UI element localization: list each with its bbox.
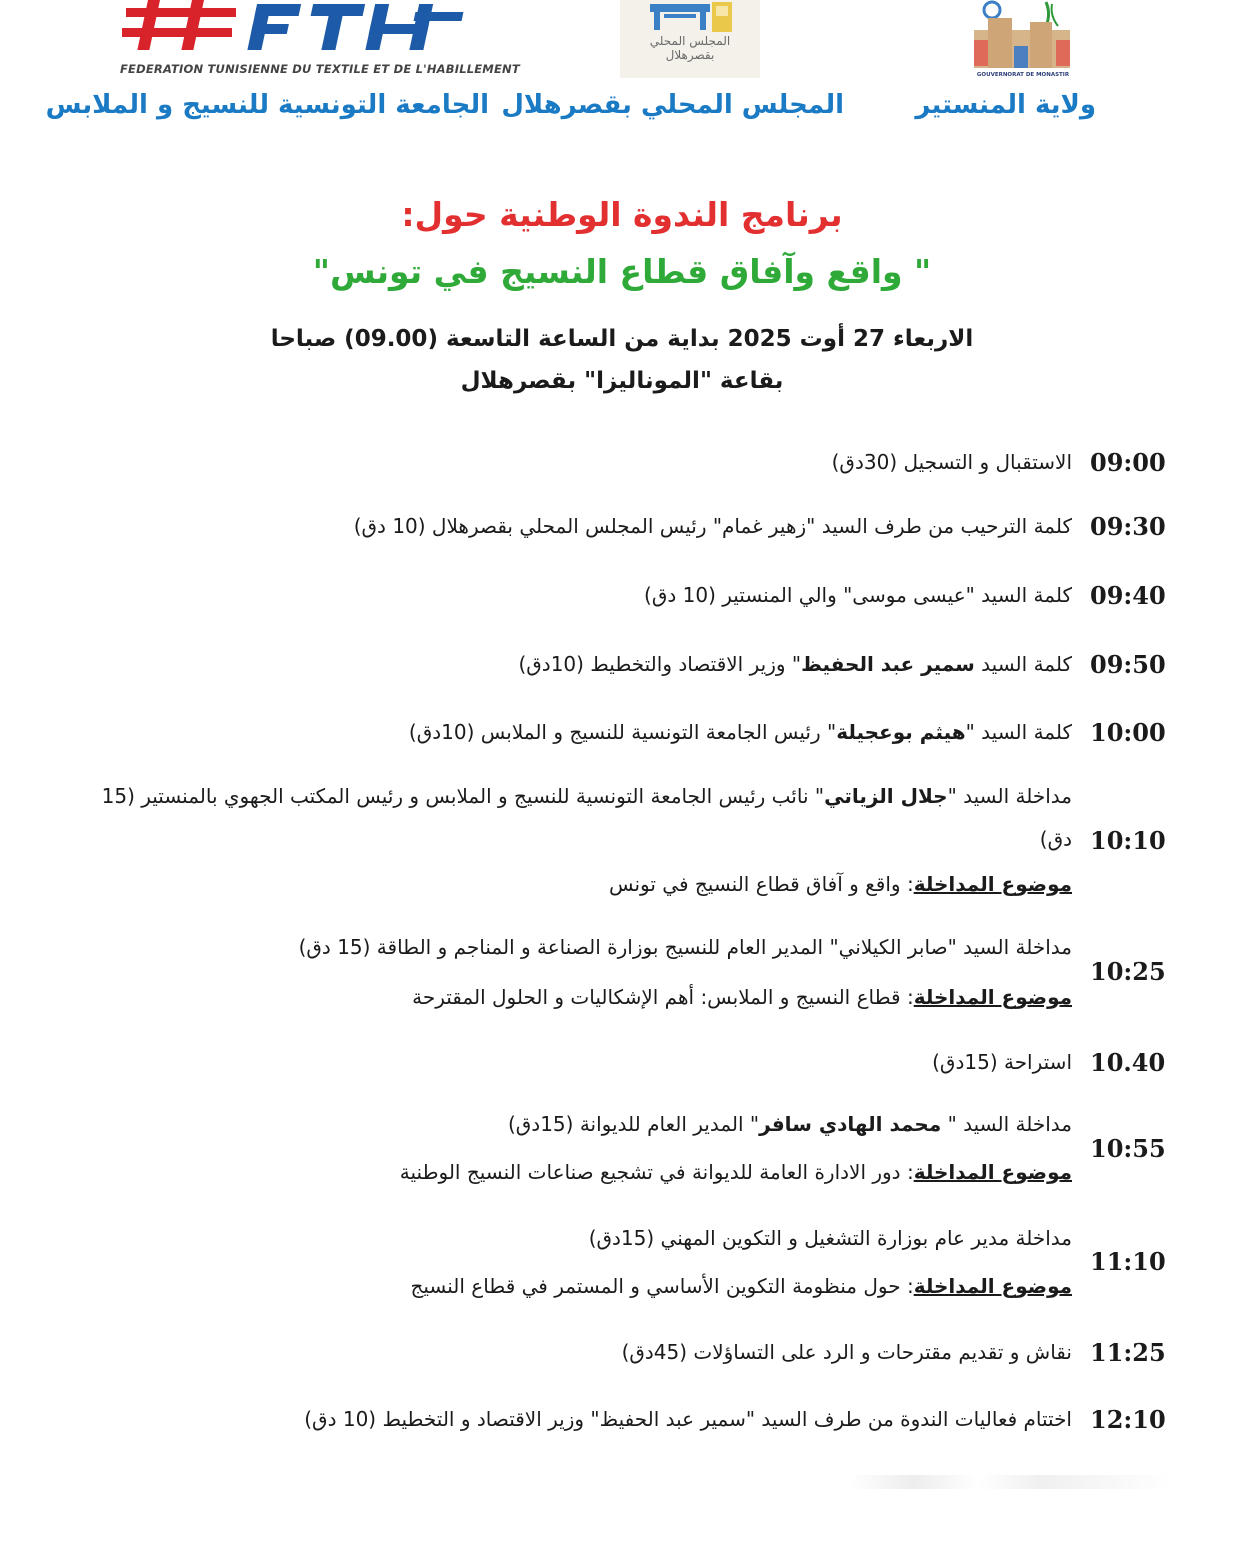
agenda-topic <box>412 985 1072 1009</box>
agenda-time: 10:55 <box>1090 1134 1166 1163</box>
agenda-time: 10:10 <box>1090 826 1166 855</box>
topic-text: : قطاع النسيج و الملابس: أهم الإشكاليات و الحلول المقترحة <box>412 985 914 1009</box>
ftth-caption: FEDERATION TUNISIENNE DU TEXTILE ET DE L'HABILLEMENT <box>120 62 520 76</box>
agenda-text-pre: مداخلة السيد " <box>941 1112 1072 1136</box>
governorate-caption: GOUVERNORAT DE MONASTIR <box>976 72 1070 78</box>
agenda-time: 09:30 <box>1090 512 1166 541</box>
agenda-text-post: " نائب رئيس الجامعة التونسية للنسيج و الملابس و رئيس المكتب الجهوي بالمنستير (15 دق) <box>101 784 1072 851</box>
topic-label: موضوع المداخلة <box>913 985 1072 1009</box>
speaker-name: جلال الزياتي <box>824 784 948 808</box>
agenda-item: استراحة (15دق) <box>932 1050 1072 1074</box>
scan-smudge <box>850 1475 1170 1489</box>
council-logo-line2: بقصرهلال <box>665 48 715 62</box>
governorate-name: ولاية المنستير <box>915 90 1096 120</box>
federation-name: الجامعة التونسية للنسيج و الملابس <box>45 90 489 120</box>
program-title: برنامج الندوة الوطنية حول: <box>401 195 843 234</box>
ftth-letters-blue <box>247 4 463 50</box>
agenda-time: 10:00 <box>1090 718 1166 747</box>
topic-text: : دور الادارة العامة للديوانة في تشجيع صناعات النسيج الوطنية <box>399 1160 914 1184</box>
agenda-item <box>508 1112 1072 1136</box>
topic-text: : واقع و آفاق قطاع النسيج في تونس <box>608 872 914 896</box>
agenda-item: كلمة السيد "عيسى موسى" والي المنستير (10 دق) <box>644 583 1072 607</box>
council-building-icon <box>620 0 760 34</box>
agenda-item: مداخلة السيد "صابر الكيلاني" المدير العام للنسيج بوزارة الصناعة و المناجم و الطاقة (15 دق) <box>298 935 1072 959</box>
agenda-text-post: " رئيس الجامعة التونسية للنسيج و الملابس (10دق) <box>408 720 837 744</box>
governorate-logo <box>968 0 1078 80</box>
agenda-topic <box>609 872 1072 896</box>
agenda-text-pre: مداخلة السيد " <box>947 784 1072 808</box>
speaker-name: هيثم بوعجيلة <box>836 720 966 744</box>
speaker-name: سمير عبد الحفيظ <box>801 652 975 676</box>
local-council-logo <box>620 0 760 78</box>
agenda-item: اختتام فعاليات الندوة من طرف السيد "سمير عبد الحفيظ" وزير الاقتصاد و التخطيط (10 دق) <box>304 1407 1072 1431</box>
council-name: المجلس المحلي بقصرهلال <box>501 90 844 120</box>
fortress-icon <box>968 0 1078 72</box>
agenda-text-post: " وزير الاقتصاد والتخطيط (10دق) <box>518 652 802 676</box>
agenda-text-pre: كلمة السيد " <box>965 720 1072 744</box>
agenda-item <box>518 652 1072 676</box>
agenda-time: 10:25 <box>1090 957 1166 986</box>
agenda-time: 11:10 <box>1090 1247 1166 1276</box>
council-logo-line1: المجلس المحلي <box>649 34 731 48</box>
agenda-time: 10.40 <box>1090 1048 1166 1077</box>
event-date: الاربعاء 27 أوت 2025 بداية من الساعة التاسعة (09.00) صباحا <box>270 326 974 352</box>
agenda-item: الاستقبال و التسجيل (30دق) <box>831 450 1072 474</box>
topic-label: موضوع المداخلة <box>913 1160 1072 1184</box>
agenda-item: مداخلة مدير عام بوزارة التشغيل و التكوين المهني (15دق) <box>588 1226 1072 1250</box>
seminar-theme: " واقع وآفاق قطاع النسيج في تونس" <box>312 252 932 291</box>
speaker-name: محمد الهادي سافر <box>759 1112 942 1136</box>
agenda-text-post: " المدير العام للديوانة (15دق) <box>507 1112 760 1136</box>
ftth-logo <box>118 0 468 52</box>
agenda-text-pre: كلمة السيد <box>974 652 1072 676</box>
topic-label: موضوع المداخلة <box>913 1274 1072 1298</box>
ftth-hash-red <box>122 0 236 50</box>
agenda-topic <box>400 1160 1072 1184</box>
agenda-item: كلمة الترحيب من طرف السيد "زهير غمام" رئيس المجلس المحلي بقصرهلال (10 دق) <box>353 514 1072 538</box>
event-venue: بقاعة "الموناليزا" بقصرهلال <box>460 368 784 394</box>
agenda-time: 09:00 <box>1090 448 1166 477</box>
agenda-item <box>72 775 1072 861</box>
topic-label: موضوع المداخلة <box>913 872 1072 896</box>
agenda-item: نقاش و تقديم مقترحات و الرد على التساؤلات (45دق) <box>621 1340 1072 1364</box>
topic-text: : حول منظومة التكوين الأساسي و المستمر في قطاع النسيج <box>410 1274 914 1298</box>
agenda-time: 11:25 <box>1090 1338 1166 1367</box>
agenda-item <box>409 720 1072 744</box>
agenda-topic <box>410 1274 1072 1298</box>
agenda-time: 09:40 <box>1090 581 1166 610</box>
agenda-time: 12:10 <box>1090 1405 1166 1434</box>
agenda-time: 09:50 <box>1090 650 1166 679</box>
